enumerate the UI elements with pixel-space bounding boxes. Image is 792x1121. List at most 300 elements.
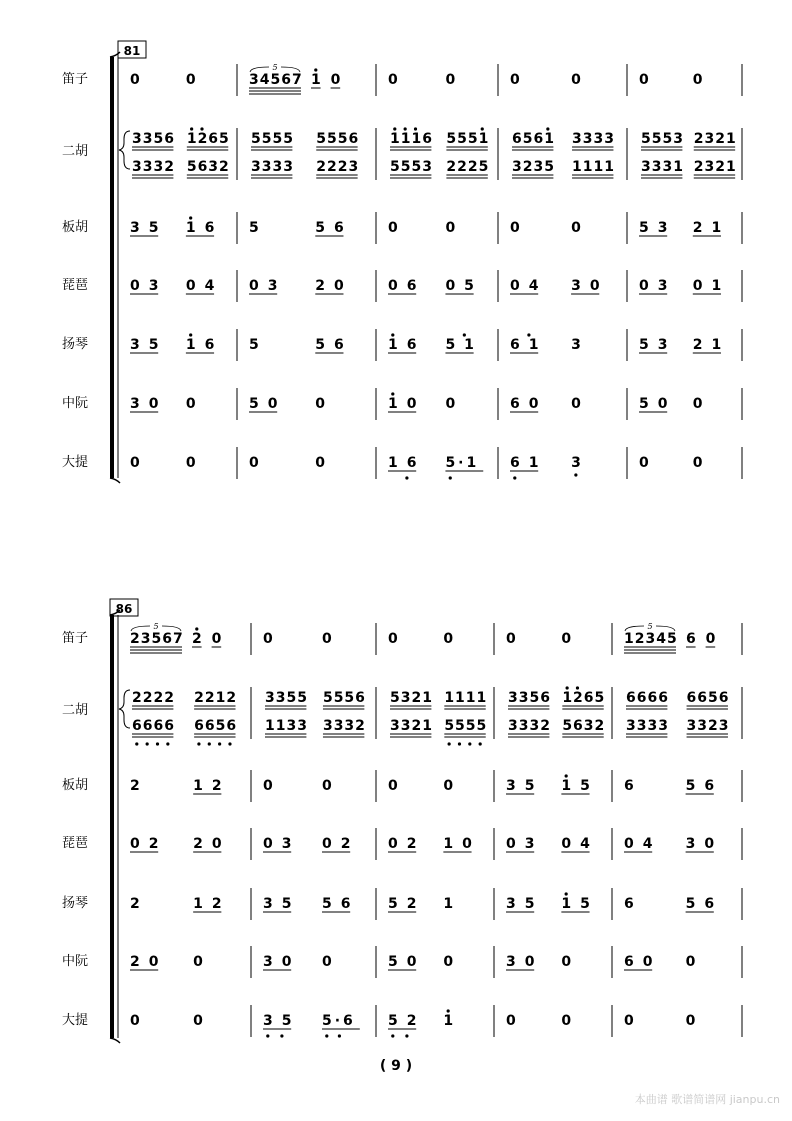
note-group — [624, 622, 678, 653]
note-group — [265, 718, 308, 737]
note-text: 5553 — [641, 131, 684, 147]
note-group — [686, 896, 723, 912]
note-group — [561, 774, 598, 794]
measure — [510, 212, 627, 244]
note-text: 1133 — [265, 718, 308, 734]
octave-dot-low — [391, 1034, 394, 1037]
note-group — [249, 63, 303, 94]
measure — [639, 388, 742, 420]
note-text: 3331 — [641, 159, 684, 175]
note-text: 0 — [315, 396, 326, 412]
note-group — [694, 159, 737, 178]
note-text: 60 — [510, 396, 548, 412]
note-text: 30 — [263, 954, 301, 970]
note-group — [506, 954, 543, 970]
measure — [249, 329, 376, 361]
octave-dot-high — [314, 68, 317, 71]
note-group — [571, 278, 608, 294]
note-text: 53 — [639, 337, 677, 353]
note-group — [510, 333, 547, 353]
system-86 — [62, 599, 742, 1043]
measure — [388, 1005, 494, 1038]
note-text: 0 — [322, 954, 332, 970]
measure — [130, 888, 251, 920]
measure — [130, 270, 237, 302]
note-text: 50 — [388, 954, 426, 970]
measure — [265, 687, 376, 739]
note-text: 0 — [130, 72, 140, 88]
note-group — [130, 954, 167, 970]
octave-dot-high — [391, 392, 394, 395]
note-text: 6656 — [194, 718, 238, 734]
note-group — [686, 1013, 696, 1029]
note-group — [624, 896, 634, 912]
note-group — [130, 455, 140, 471]
note-group — [510, 278, 547, 294]
note-text: 0 — [185, 72, 196, 88]
staff-row — [62, 686, 742, 745]
note-text: 03 — [263, 836, 301, 852]
note-text: 03 — [130, 278, 168, 294]
note-text: 0 — [624, 1013, 634, 1029]
note-text: 0 — [322, 778, 332, 794]
note-group — [687, 718, 730, 737]
note-group — [571, 396, 581, 412]
staff-row — [62, 329, 742, 361]
note-text: 1 — [311, 72, 321, 88]
measure — [388, 946, 494, 978]
measure — [506, 770, 612, 802]
note-group — [249, 455, 259, 471]
measure — [624, 622, 742, 655]
note-text: 6 — [624, 778, 634, 794]
note-group — [506, 778, 543, 794]
octave-dot-high — [463, 333, 466, 336]
note-text: 0 — [685, 954, 696, 970]
note-text: 1265 — [186, 131, 230, 147]
note-group — [443, 778, 453, 794]
note-text: 2 — [130, 896, 140, 912]
measure — [249, 270, 376, 302]
note-text: 35 — [506, 896, 544, 912]
instrument-name: 琵琶 — [61, 278, 89, 293]
octave-dot-high — [566, 686, 569, 689]
note-text: 3333 — [626, 718, 669, 734]
note-text: 03 — [639, 278, 677, 294]
note-group — [388, 836, 425, 852]
measure — [130, 1005, 251, 1037]
measure — [388, 329, 498, 361]
note-text: 2225 — [446, 159, 490, 175]
measure — [512, 127, 627, 180]
measure — [388, 270, 498, 302]
note-text: 0 — [443, 778, 454, 794]
note-text: 3332 — [132, 159, 175, 175]
measure — [251, 128, 376, 180]
note-group — [706, 631, 716, 647]
octave-dot-high — [447, 1009, 450, 1012]
note-text: 61 — [510, 455, 548, 471]
note-text: 0 — [639, 72, 649, 88]
octave-dot-low — [280, 1034, 283, 1037]
octave-dot-low — [468, 742, 471, 745]
note-text: 5553 — [390, 159, 433, 175]
note-text: 50 — [249, 396, 287, 412]
note-text: 0 — [571, 72, 581, 88]
measure — [506, 888, 612, 920]
note-text: 6656 — [686, 690, 730, 706]
note-group — [446, 127, 489, 150]
note-text: 20 — [130, 954, 168, 970]
note-text: 04 — [185, 278, 224, 294]
note-group — [641, 131, 684, 150]
note-text: 16 — [388, 455, 426, 471]
note-group — [132, 159, 175, 178]
note-group — [639, 455, 649, 471]
note-group — [390, 690, 433, 709]
note-text: 53 — [639, 220, 677, 236]
note-group — [251, 159, 294, 178]
note-text: 20 — [315, 278, 353, 294]
note-group — [315, 455, 325, 471]
note-group — [388, 455, 425, 480]
note-group — [265, 690, 308, 709]
measure — [639, 447, 742, 479]
note-text: 2321 — [693, 131, 737, 147]
note-text: 30 — [130, 396, 168, 412]
note-group — [132, 131, 175, 150]
note-text: 0 — [692, 396, 703, 412]
note-text: 1265 — [562, 690, 606, 706]
note-text: 3235 — [512, 159, 555, 175]
measure — [263, 888, 376, 920]
note-group — [187, 159, 230, 178]
note-text: 0 — [506, 631, 516, 647]
note-group — [130, 622, 184, 653]
measure — [624, 828, 742, 860]
note-group — [388, 278, 425, 294]
note-text: 1111 — [444, 690, 488, 706]
note-text: 2 — [192, 631, 202, 647]
note-text: 5·6 — [322, 1013, 356, 1029]
note-text: 3 — [571, 455, 581, 471]
note-group — [693, 278, 730, 294]
measure — [132, 687, 251, 746]
note-group — [693, 455, 703, 471]
note-group — [445, 396, 455, 412]
measure — [624, 770, 742, 802]
note-group — [316, 159, 359, 178]
note-group — [323, 718, 366, 737]
note-text: 05 — [445, 278, 483, 294]
note-text: 0 — [211, 631, 222, 647]
measure — [639, 329, 742, 361]
octave-dot-low — [448, 742, 451, 745]
measure — [624, 888, 742, 920]
note-text: 50 — [639, 396, 677, 412]
divisi-brace — [119, 690, 130, 728]
note-group — [249, 396, 286, 412]
instrument-name: 大提 — [61, 455, 89, 470]
note-group — [445, 220, 455, 236]
note-text: 0 — [130, 1013, 140, 1029]
note-text: 5·1 — [445, 455, 480, 471]
note-group — [571, 72, 581, 88]
note-group — [626, 690, 669, 709]
note-text: 3333 — [251, 159, 294, 175]
note-group — [388, 220, 398, 236]
measure — [130, 447, 237, 479]
octave-dot-high — [189, 216, 192, 219]
instrument-name: 二胡 — [61, 144, 89, 159]
octave-dot-low — [479, 742, 482, 745]
note-group — [624, 836, 661, 852]
note-text: 3321 — [390, 718, 433, 734]
note-group — [251, 131, 294, 150]
note-group — [193, 778, 230, 794]
octave-dot-low — [228, 742, 231, 745]
note-text: 16 — [185, 337, 224, 353]
note-group — [445, 333, 482, 353]
note-text: 0 — [388, 220, 398, 236]
note-text: 10 — [388, 396, 426, 412]
note-group — [390, 159, 433, 178]
instrument-name: 笛子 — [61, 631, 89, 646]
note-group — [510, 396, 547, 412]
note-group — [186, 278, 223, 294]
measure — [388, 770, 494, 802]
note-text: 0 — [443, 954, 454, 970]
system-bracket — [110, 57, 114, 478]
note-group — [445, 278, 482, 294]
note-text: 5555 — [444, 718, 488, 734]
note-group — [194, 718, 237, 746]
instrument-name: 扬琴 — [61, 337, 89, 352]
note-group — [641, 159, 684, 178]
note-group — [132, 690, 175, 709]
note-text: 16 — [388, 337, 426, 353]
note-text: 35 — [263, 1013, 301, 1029]
watermark: 本曲谱 歌谱简谱网 jianpu.cn — [634, 1093, 780, 1106]
note-group — [315, 396, 325, 412]
note-group — [249, 278, 286, 294]
page-number: ( 9 ) — [379, 1058, 413, 1074]
note-group — [639, 278, 676, 294]
note-group — [624, 778, 634, 794]
note-group — [693, 72, 703, 88]
note-text: 0 — [263, 631, 273, 647]
note-group — [571, 337, 581, 353]
note-group — [639, 337, 676, 353]
system-bracket — [110, 615, 114, 1038]
measure — [624, 946, 742, 978]
note-text: 15 — [561, 778, 599, 794]
note-group — [686, 954, 696, 970]
note-text: 0 — [443, 631, 454, 647]
measure — [388, 623, 494, 655]
note-text: 16 — [185, 220, 224, 236]
staff-row — [62, 828, 742, 860]
note-text: 35 — [263, 896, 301, 912]
note-group — [388, 72, 398, 88]
instrument-name: 板胡 — [61, 778, 89, 793]
note-group — [186, 455, 196, 471]
measure — [506, 828, 612, 860]
note-group — [187, 127, 230, 150]
note-group — [249, 337, 259, 353]
note-text: 0 — [263, 778, 273, 794]
note-text: 51 — [445, 337, 483, 353]
measure — [506, 623, 612, 655]
note-text: 0 — [185, 396, 196, 412]
note-text: 5 — [249, 220, 259, 236]
note-group — [193, 954, 203, 970]
note-group — [572, 131, 615, 150]
note-group — [444, 718, 487, 746]
note-text: 04 — [561, 836, 599, 852]
measure — [510, 270, 627, 302]
note-text: 0 — [571, 220, 581, 236]
note-group — [263, 954, 300, 970]
note-text: 5551 — [446, 131, 490, 147]
octave-dot-low — [266, 1034, 269, 1037]
measure — [130, 770, 251, 802]
note-group — [388, 631, 398, 647]
note-group — [561, 954, 571, 970]
note-text: 0 — [330, 72, 341, 88]
note-group — [510, 455, 547, 480]
note-group — [561, 1013, 571, 1029]
note-text: 2212 — [194, 690, 238, 706]
note-group — [562, 686, 605, 709]
note-group — [443, 631, 453, 647]
note-group — [572, 159, 615, 178]
measure — [388, 212, 498, 244]
note-group — [506, 1013, 516, 1029]
note-group — [512, 159, 555, 178]
note-group — [390, 718, 433, 737]
note-text: 5556 — [322, 690, 366, 706]
note-text: 1111 — [572, 159, 616, 175]
note-group — [624, 1013, 634, 1029]
note-group — [316, 131, 359, 150]
octave-dot-high — [546, 127, 549, 130]
measure — [263, 828, 376, 860]
note-group — [249, 220, 259, 236]
staff-row — [62, 770, 742, 802]
note-group — [561, 836, 598, 852]
measure — [249, 212, 376, 244]
note-group — [686, 631, 696, 647]
note-group — [388, 392, 425, 412]
note-group — [443, 1009, 453, 1029]
note-text: 0 — [561, 631, 572, 647]
measure — [263, 946, 376, 978]
measure — [249, 388, 376, 420]
note-group — [130, 778, 140, 794]
note-group — [443, 836, 480, 852]
measure — [388, 888, 494, 920]
measure — [510, 64, 627, 96]
note-group — [686, 836, 723, 852]
note-group — [263, 1013, 300, 1038]
note-text: 5555 — [251, 131, 294, 147]
note-text: 0 — [692, 72, 703, 88]
note-group — [639, 396, 676, 412]
octave-dot-high — [190, 127, 193, 130]
measure — [639, 212, 742, 244]
note-text: 0 — [510, 72, 520, 88]
measure — [132, 127, 237, 180]
instrument-name: 大提 — [61, 1013, 89, 1028]
note-text: 56 — [322, 896, 360, 912]
measure — [641, 128, 742, 180]
note-text: 0 — [193, 954, 203, 970]
note-group — [263, 896, 300, 912]
note-group — [626, 718, 669, 737]
instrument-name: 扬琴 — [61, 896, 89, 911]
octave-dot-high — [565, 892, 568, 895]
note-text: 0 — [506, 1013, 516, 1029]
note-group — [194, 690, 237, 709]
measure — [508, 686, 612, 739]
note-text: 5556 — [316, 131, 360, 147]
note-group — [444, 690, 487, 709]
measure — [388, 828, 494, 860]
note-group — [315, 337, 352, 353]
note-text: 0 — [705, 631, 716, 647]
octave-dot-high — [195, 627, 198, 630]
note-group — [508, 718, 551, 737]
note-group — [130, 72, 140, 88]
note-group — [443, 954, 453, 970]
note-group — [186, 72, 196, 88]
measure — [249, 447, 376, 479]
note-group — [390, 127, 433, 150]
octave-dot-high — [391, 333, 394, 336]
note-group — [506, 836, 543, 852]
note-text: 56 — [685, 778, 724, 794]
note-text: 61 — [510, 337, 548, 353]
note-text: 60 — [624, 954, 662, 970]
measure — [130, 388, 237, 420]
note-group — [263, 836, 300, 852]
note-text: 12345 — [624, 631, 678, 647]
note-text: 5632 — [186, 159, 230, 175]
note-group — [130, 836, 167, 852]
note-text: 5321 — [390, 690, 433, 706]
octave-dot-low — [197, 742, 200, 745]
note-text: 02 — [130, 836, 168, 852]
note-text: 3355 — [265, 690, 308, 706]
note-text: 03 — [249, 278, 287, 294]
note-text: 3356 — [132, 131, 175, 147]
note-text: 2321 — [693, 159, 737, 175]
note-group — [186, 333, 223, 353]
octave-dot-low — [405, 1034, 408, 1037]
note-text: 03 — [506, 836, 544, 852]
octave-dot-low — [449, 476, 452, 479]
note-group — [445, 455, 483, 480]
octave-dot-high — [576, 686, 579, 689]
note-group — [624, 954, 661, 970]
note-text: 5 — [249, 337, 259, 353]
note-text: 0 — [510, 220, 520, 236]
note-text: 52 — [388, 896, 426, 912]
note-group — [506, 631, 516, 647]
note-group — [130, 1013, 140, 1029]
octave-dot-low — [146, 742, 149, 745]
